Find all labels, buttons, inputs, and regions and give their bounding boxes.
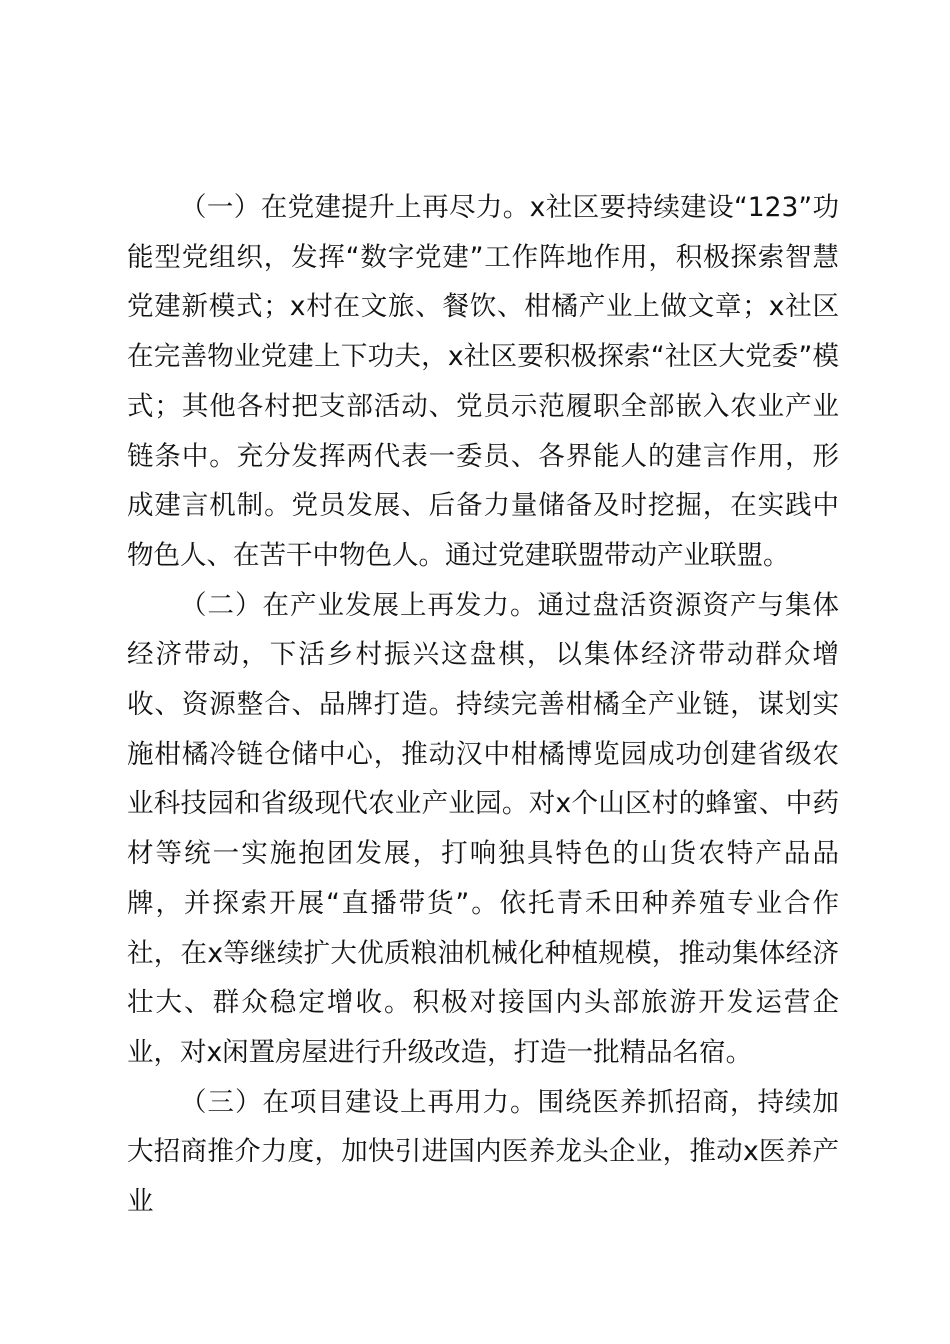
document-body: [127, 183, 839, 1227]
paragraph-project-construction: （三）在项目建设上再用力。围绕医养抓招商，持续加大招商推介力度，加快引进国内医养龙头企业，推动x医养产业: [127, 1086, 839, 1218]
paragraph-party-building: （一）在党建提升上再尽力。x社区要持续建设“123”功能型党组织，发挥“数字党建”工作阵地作用，积极探索智慧党建新模式；x村在文旅、餐饮、柑橘产业上做文章；x社区在完善物业党建上下功夫，x社区要积极探索“社区大党委”模式；其他各村把支部活动、党员示范履职全部嵌入农业产业链条中。充分发挥两代表一委员、各界能人的建言作用，形成建言机制。党员发展、后备力量储备及时挖掘，在实践中物色人、在苦干中物色人。通过党建联盟带动产业联盟。: [127, 192, 839, 571]
paragraph-industry-development: （二）在产业发展上再发力。通过盘活资源资产与集体经济带动，下活乡村振兴这盘棋，以集体经济带动群众增收、资源整合、品牌打造。持续完善柑橘全产业链，谋划实施柑橘冷链仓储中心，推动汉中柑橘博览园成功创建省级农业科技园和省级现代农业产业园。对x个山区村的蜂蜜、中药材等统一实施抱团发展，打响独具特色的山货农特产品品牌，并探索开展“直播带货”。依托青禾田种养殖专业合作社，在x等继续扩大优质粮油机械化种植规模，推动集体经济壮大、群众稳定增收。积极对接国内头部旅游开发运营企业，对x闲置房屋进行升级改造，打造一批精品名宿。: [127, 589, 839, 1068]
